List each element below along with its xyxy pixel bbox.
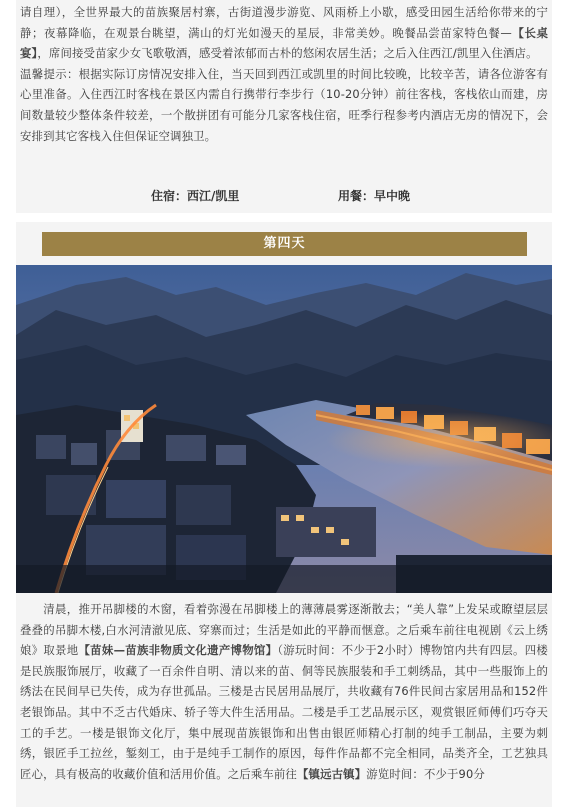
town-night-scene-illustration bbox=[16, 265, 552, 593]
miaomei-museum-highlight: 【苗妹—苗族非物质文化遗产博物馆】 bbox=[78, 643, 278, 658]
meals-label: 用餐：早中晚 bbox=[338, 189, 411, 203]
zhenyuan-town-highlight: 【镇远古镇】 bbox=[296, 766, 367, 781]
day4-paragraph-1 bbox=[20, 599, 548, 784]
day4-panel bbox=[16, 222, 552, 807]
long-table-feast-highlight: 【长桌宴】 bbox=[20, 25, 549, 61]
zhenyuan-night-photo bbox=[16, 265, 552, 593]
day3-warm-tip: 温馨提示：根据实际订房情况安排入住，当天回到西江或凯里的时间比较晚，比较辛苦，请各位游客有心里准备。入住西江时客栈在景区内需自行携带行李步行（10-20分钟）前往客栈，客栈依山而建，房间数量较少整体条件较差，一个散拼团有可能分几家客栈住宿，旺季行程参考内酒店无房的情况下，会安排到其它客栈入住但保证空调独卫。 bbox=[20, 66, 548, 143]
accommodation-label: 住宿：西江/凯里 bbox=[151, 189, 240, 203]
day4-text-a: 清晨，推开吊脚楼的木窗，看着弥漫在吊脚楼上的薄薄晨雾逐渐散去；“美人靠”上发呆或瞭望层层叠叠的吊脚木楼,白水河清澈见底、穿寨而过；生活是如此的平静而惬意。之后乘车前往电视剧《云上绣娘》取景地 bbox=[20, 602, 548, 658]
day3-meta-row bbox=[16, 184, 552, 206]
day3-text-a: 请自理），全世界最大的苗族聚居村寨，古街道漫步游览、风雨桥上小歇，感受田园生活给你带来的宁静；夜幕降临，在观景台眺望，满山的灯光如漫天的星辰，非常美妙。晚餐品尝苗家特色餐— bbox=[20, 5, 548, 40]
day-four-header: 第四天 bbox=[42, 232, 527, 256]
day4-text-c: 游览时间：不少于90分 bbox=[366, 766, 485, 781]
day3-panel bbox=[16, 0, 552, 213]
day3-paragraph-1 bbox=[20, 2, 548, 64]
day3-text-b: ，席间接受苗家少女飞歌敬酒，感受着浓郁而古朴的悠闲农居生活；之后入住西江/凯里入住酒店。 bbox=[37, 46, 538, 61]
day4-text-b: （游玩时间：不少于2小时）博物馆内共有四层。四楼是民族服饰展厅，收藏了一百余件自明、清以来的苗、侗等民族服装和手工刺绣品，其中一些服饰上的绣法在民间早已失传，成为存世孤品。三楼是古民居用品展厅，共收藏有76件民间古家居用品和152件老银饰品。其中不乏古代婚床、轿子等大件生活用品。二楼是手工艺品展示区，观赏银匠师傅们巧夺天工的手艺。一楼是银饰文化厅，集中展现苗族银饰和出售由银匠师精心打制的纯手工制品，主要为刺绣，银匠手工拉丝，錾刻工，由于是纯手工制作的原因，每件作品都不完全相同，品类齐全，工艺独具匠心，具有极高的收藏价值和活用价值。之后乘车前往 bbox=[20, 643, 548, 781]
